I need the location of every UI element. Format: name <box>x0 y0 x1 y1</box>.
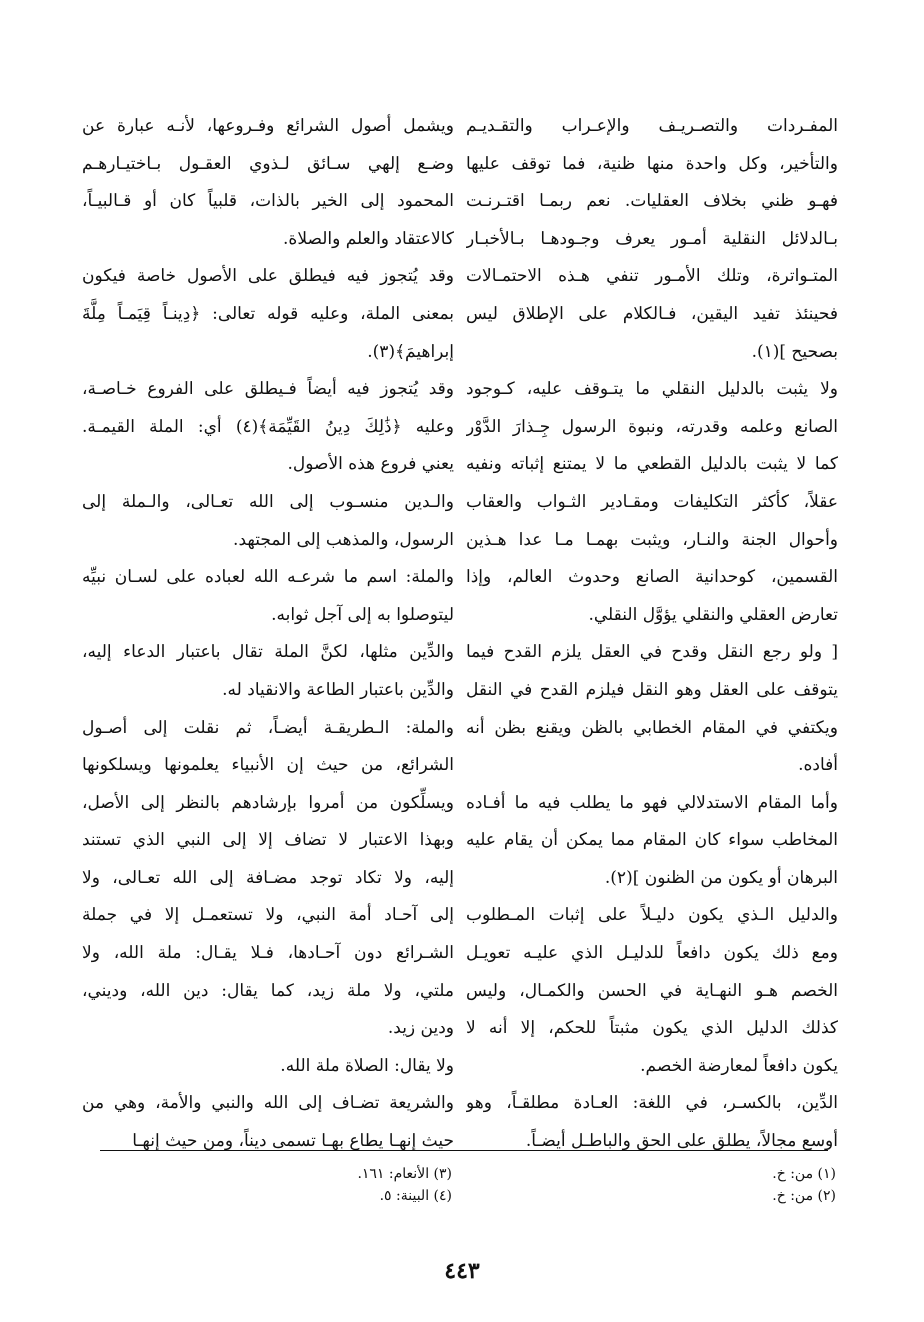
text-line: والدليل الـذي يكون دليـلاً على إثبات المـطلوب <box>466 905 838 926</box>
text-line: يتوقف على العقل وهو النقل فيلزم القدح في النقل <box>466 679 838 700</box>
text-line: والدِّين باعتبار الطاعة والانقياد له. <box>222 679 454 700</box>
text-line: وأما المقام الاستدلالي فهو ما يطلب فيه ما أفـاده <box>466 792 838 813</box>
text-line: ويشمل أصول الشرائع وفـروعها، لأنـه عبارة عن <box>82 116 454 136</box>
text-line: إلى آحـاد أمة النبي، ولا تستعمـل إلا في جملة <box>82 905 454 926</box>
right-column <box>466 108 838 1161</box>
text-line: بمعنى الملة، وعليه قوله تعالى: ﴿دِينـاً قِيَمـاً مِلَّةَ <box>82 303 454 324</box>
text-line: وعليه ﴿ذَٰلِكَ دِينُ القَيِّمَة﴾(٤) أي: الملة القيمـة. <box>82 416 454 437</box>
footnotes-right <box>772 1163 836 1207</box>
text-line: إبراهيمَ﴾(٣). <box>367 341 454 362</box>
footnote-separator <box>100 1150 828 1151</box>
left-column <box>82 108 454 1161</box>
text-line: الشـرائع دون آحـادها، فـلا يقـال: ملة الله، ولا <box>82 943 454 964</box>
text-line: وضـع إلهي سـائق لـذوي العقـول بـاختيـارهـم <box>82 153 454 174</box>
text-line: القسمين، كوحدانية الصانع وحدوث العالم، وإذا <box>466 567 838 588</box>
text-line: الشرائع، من حيث إن الأنبياء يعلمونها ويسلكونها <box>82 755 454 776</box>
text-line: ويسلِّكون من أمروا بإرشادهم بالنظر إلى الأصل، <box>82 792 454 813</box>
text-line: [ ولو رجع النقل وقدح في العقل يلزم القدح فيما <box>466 642 838 663</box>
footnote-3: (٣) الأنعام: ١٦١. <box>357 1166 452 1182</box>
text-line: ويكتفي في المقام الخطابي بالظن ويقنع بظن أنه <box>466 717 838 738</box>
text-line: بـالدلائل النقلية أمـور يعرف وجـودهـا بـالأخبـار <box>466 228 838 249</box>
text-line: والملة: الـطريقـة أيضـاً، ثم نقلت إلى أصـول <box>82 717 454 738</box>
text-line: والشريعة تضـاف إلى الله والنبي والأمة، وهي من <box>82 1093 454 1114</box>
text-line: البرهان أو يكون من الظنون ](٢). <box>604 867 838 888</box>
text-line: والدِّين مثلها، لكنَّ الملة تقال باعتبار الدعاء إليه، <box>82 642 454 663</box>
text-line: الدِّين، بالكسـر، في اللغة: العـادة مطلقـاً، وهو <box>466 1093 838 1114</box>
text-line: ومع ذلك يكون دافعاً للدليـل الذي عليـه تعويـل <box>466 943 838 964</box>
text-line: الخصم هـو النهـاية في الحسن والكمـال، وليس <box>466 980 838 1001</box>
text-line: المخاطب سواء كان المقام مما يمكن أن يقام عليه <box>466 830 838 851</box>
text-line: كما لا يثبت بالدليل القطعي ما لا يمتنع إثباته ونفيه <box>466 454 838 475</box>
text-line: ولا يقال: الصلاة ملة الله. <box>280 1055 454 1076</box>
footnotes-left <box>357 1163 452 1207</box>
text-line: وأحوال الجنة والنـار، ويثبت بهمـا مـا عدا هـذين <box>466 529 838 550</box>
text-line: وبهذا الاعتبار لا تضاف إلا إلى النبي الذي تستند <box>82 830 454 851</box>
text-line: والتأخير، وكل واحدة منها ظنية، فما توقف عليها <box>466 153 838 174</box>
text-line: إليه، ولا تكاد توجد مضـافة إلى الله تعـالى، ولا <box>82 867 454 888</box>
text-line: كالاعتقاد والعلم والصلاة. <box>283 228 454 249</box>
text-line: المفـردات والتصـريـف والإعـراب والتقـديـم <box>466 116 838 136</box>
text-line: يكون دافعاً لمعارضة الخصم. <box>640 1055 838 1076</box>
text-line: الرسول، والمذهب إلى المجتهد. <box>233 529 454 550</box>
text-line: وقد يُتجوز فيه أيضاً فـيطلق على الفروع خـاصـة، <box>82 379 454 400</box>
text-line: المتـواترة، وتلك الأمـور تنفي هـذه الاحتمـالات <box>466 266 838 287</box>
text-line: والـدين منسـوب إلى الله تعـالى، والـملة إلى <box>82 491 454 512</box>
text-line: وقد يُتجوز فيه فيطلق على الأصول خاصة فيكون <box>82 266 454 287</box>
text-line: أوسع مجالاً، يطلق على الحق والباطـل أيضـاً. <box>525 1131 838 1152</box>
text-line: فحينئذ تفيد اليقين، فـالكلام على الإطلاق ليس <box>466 303 838 324</box>
text-line: بصحيح ](١). <box>751 341 838 362</box>
text-line: ولا يثبت بالدليل النقلي ما يتـوقف عليه، كـوجود <box>466 379 838 400</box>
text-line: ملتي، ولا ملة زيد، كما يقال: دين الله، وديني، <box>82 980 454 1001</box>
text-line: يعني فروع هذه الأصول. <box>287 454 454 475</box>
text-line: عقلاً، كأكثر التكليفات ومقـادير الثـواب والعقاب <box>466 491 838 512</box>
page-number: ٤٤٣ <box>444 1258 480 1284</box>
text-line: تعارض العقلي والنقلي يؤوَّل النقلي. <box>588 604 838 625</box>
left-column-lines <box>82 108 454 1161</box>
text-line: ودين زيد. <box>387 1018 454 1039</box>
footnote-1: (١) من: خ. <box>772 1166 836 1182</box>
footnote-2: (٢) من: خ. <box>772 1188 836 1204</box>
footnote-4: (٤) البينة: ٥. <box>379 1188 452 1204</box>
text-line: والملة: اسم ما شرعـه الله لعباده على لسـان نبيِّه <box>82 567 454 588</box>
text-line: أفاده. <box>798 755 838 776</box>
text-line: فهـو ظني بخلاف العقليات. نعم ربمـا اقتـرنـت <box>466 191 838 212</box>
text-line: المحمود إلى الخير بالذات، قلبياً كان أو قـالبيـاً، <box>82 191 454 212</box>
text-line: ليتوصلوا به إلى آجل ثوابه. <box>271 604 454 625</box>
text-line: حيث إنهـا يطاع بهـا تسمى ديناً، ومن حيث إنهـا <box>132 1131 454 1152</box>
text-line: كذلك الدليل الذي يكون مثبتاً للحكم، إلا أنه لا <box>466 1018 838 1039</box>
text-line: الصانع وعلمه وقدرته، ونبوة الرسول جِـذارَ الدَّوْر <box>466 416 838 437</box>
right-column-lines <box>466 108 838 1161</box>
